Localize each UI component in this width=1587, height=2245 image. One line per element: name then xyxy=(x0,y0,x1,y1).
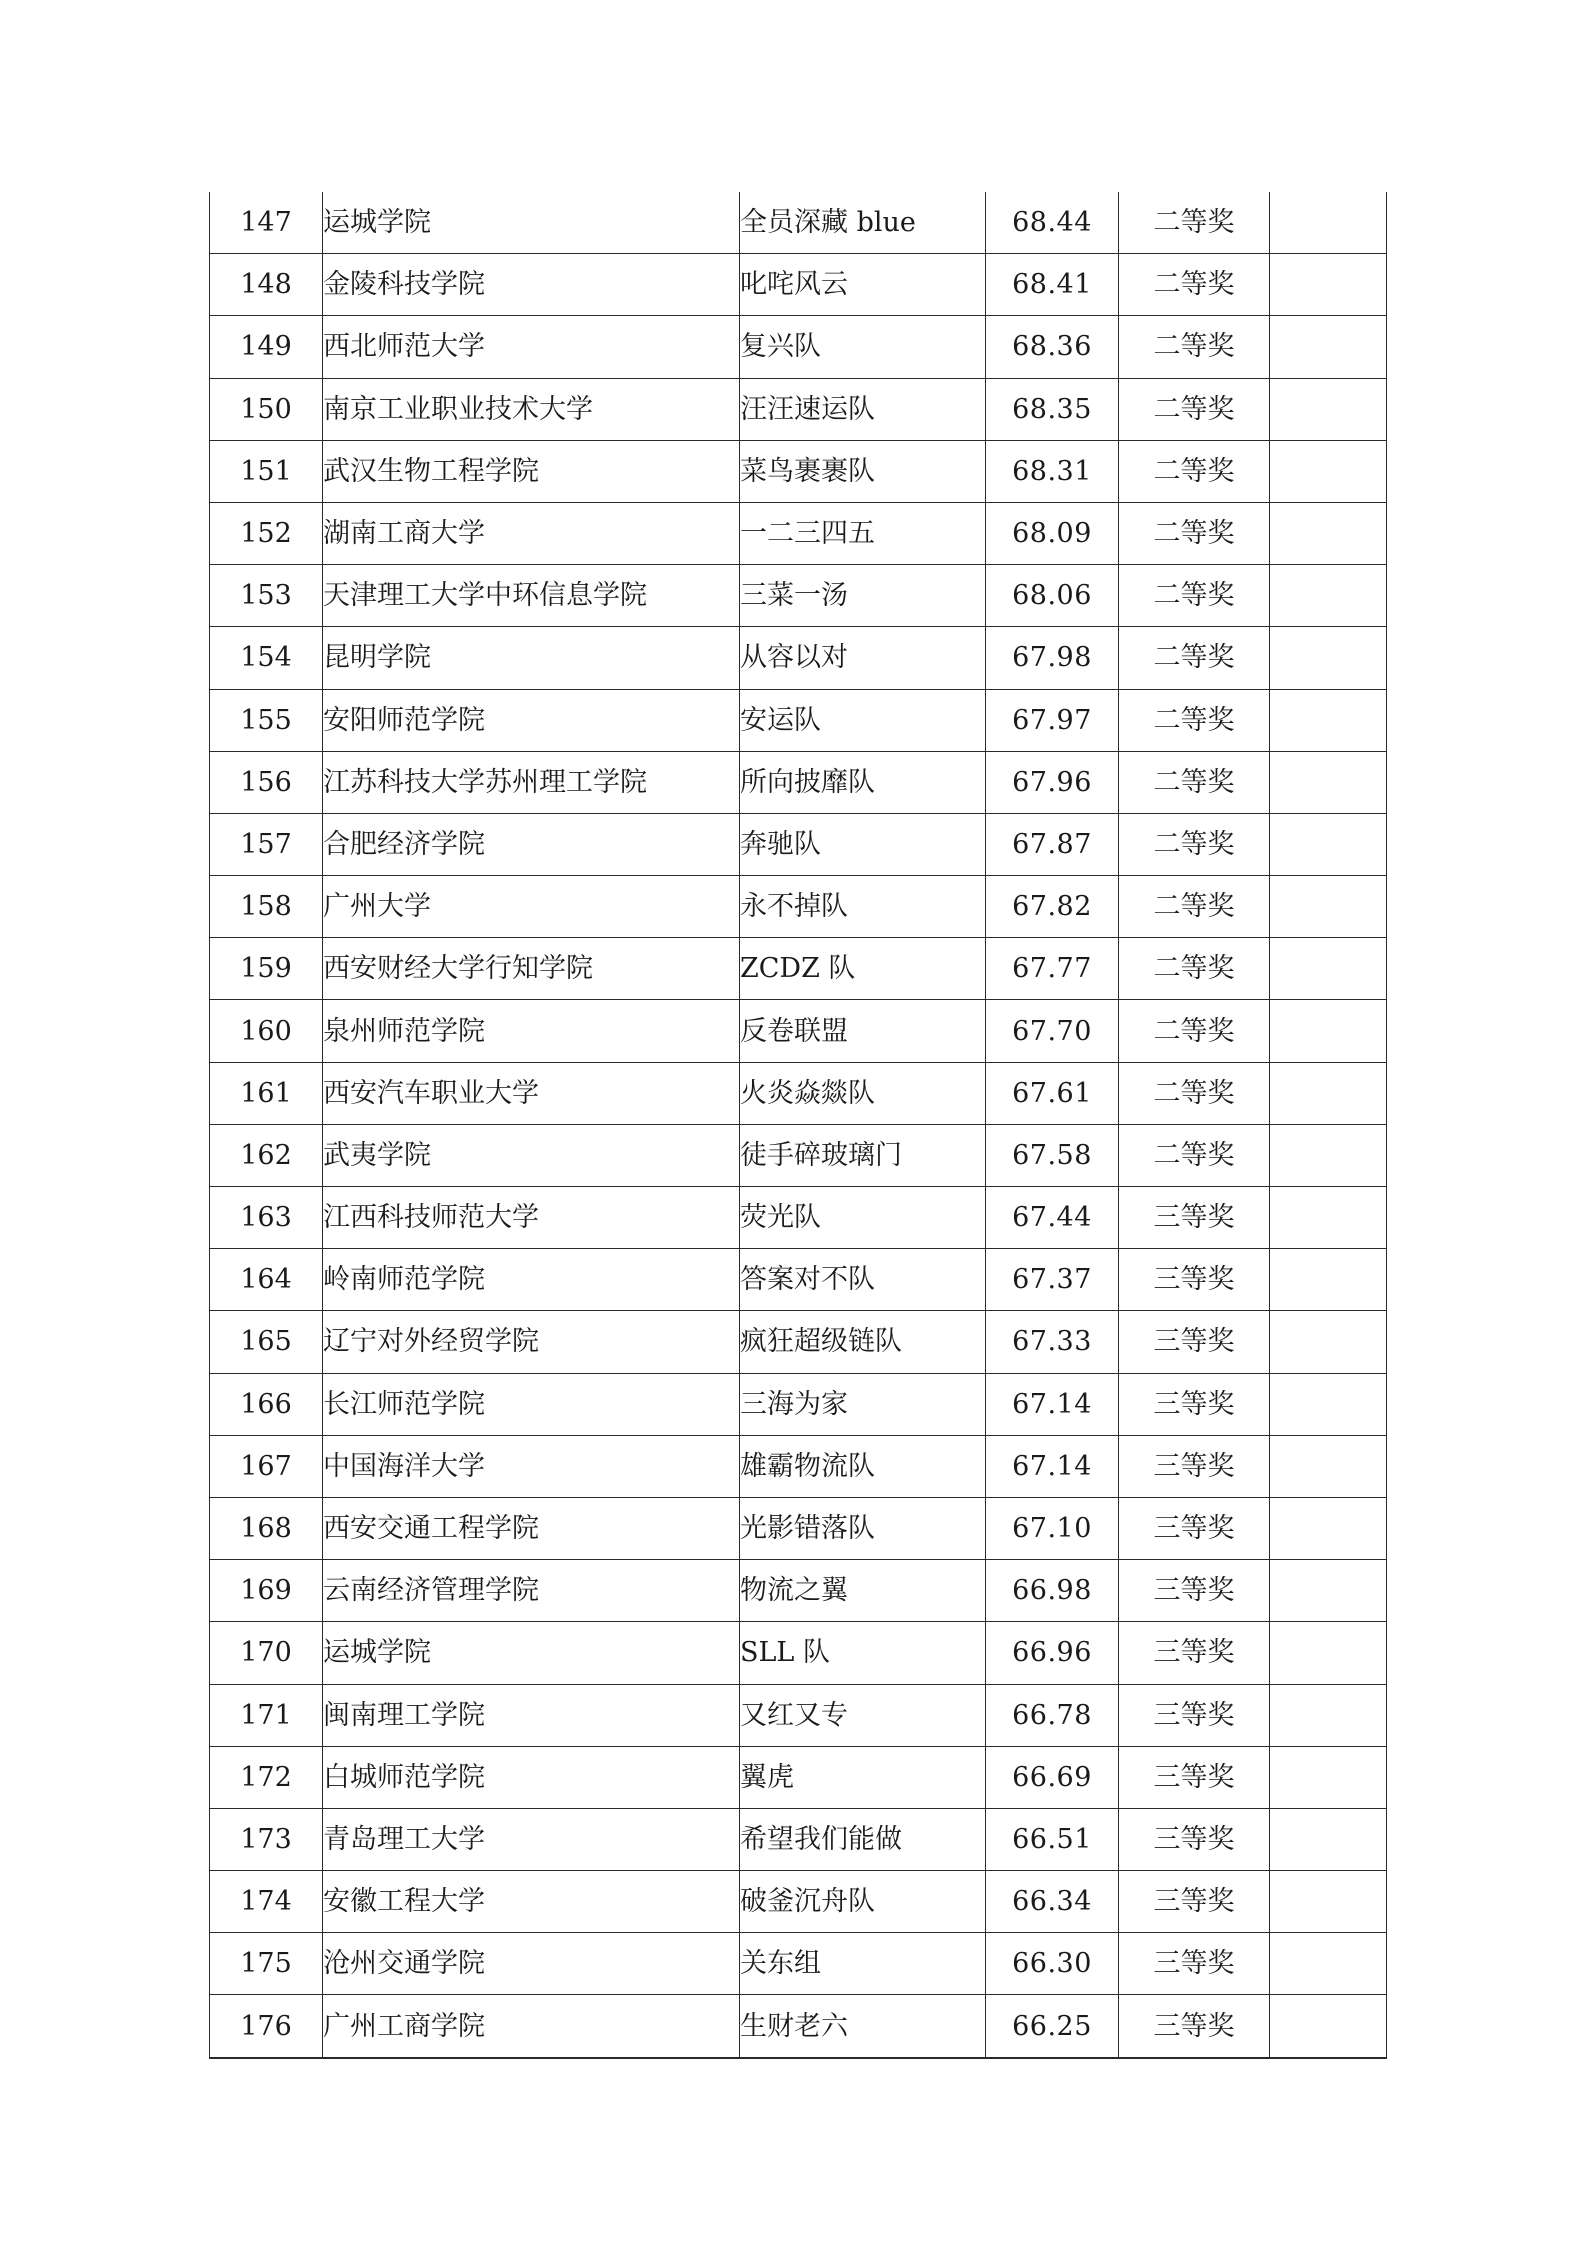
score-cell: 66.25 xyxy=(986,1995,1119,2058)
score-cell: 67.77 xyxy=(986,938,1119,1000)
award-cell: 三等奖 xyxy=(1119,1560,1270,1622)
rank-cell: 170 xyxy=(210,1622,323,1684)
table-row xyxy=(210,1871,1387,1933)
school-cell: 云南经济管理学院 xyxy=(323,1560,740,1622)
note-cell xyxy=(1270,1560,1387,1622)
score-cell: 67.58 xyxy=(986,1124,1119,1186)
team-cell: 答案对不队 xyxy=(740,1249,986,1311)
school-cell: 天津理工大学中环信息学院 xyxy=(323,565,740,627)
score-cell: 66.51 xyxy=(986,1808,1119,1870)
school-cell: 运城学院 xyxy=(323,192,740,254)
award-cell: 二等奖 xyxy=(1119,938,1270,1000)
award-cell: 二等奖 xyxy=(1119,751,1270,813)
rank-cell: 168 xyxy=(210,1497,323,1559)
award-cell: 二等奖 xyxy=(1119,192,1270,254)
team-cell: 三菜一汤 xyxy=(740,565,986,627)
award-cell: 三等奖 xyxy=(1119,1622,1270,1684)
table-row xyxy=(210,1124,1387,1186)
team-cell: 光影错落队 xyxy=(740,1497,986,1559)
rank-cell: 147 xyxy=(210,192,323,254)
table-row xyxy=(210,1311,1387,1373)
award-cell: 三等奖 xyxy=(1119,1435,1270,1497)
table-row xyxy=(210,1995,1387,2058)
score-cell: 67.10 xyxy=(986,1497,1119,1559)
team-cell: 破釜沉舟队 xyxy=(740,1871,986,1933)
rank-cell: 155 xyxy=(210,689,323,751)
team-cell: 火炎焱燚队 xyxy=(740,1062,986,1124)
score-cell: 67.87 xyxy=(986,813,1119,875)
school-cell: 安徽工程大学 xyxy=(323,1871,740,1933)
school-cell: 辽宁对外经贸学院 xyxy=(323,1311,740,1373)
note-cell xyxy=(1270,1124,1387,1186)
rank-cell: 166 xyxy=(210,1373,323,1435)
score-cell: 67.70 xyxy=(986,1000,1119,1062)
note-cell xyxy=(1270,1995,1387,2058)
table-row xyxy=(210,813,1387,875)
team-cell: 菜鸟裹裹队 xyxy=(740,440,986,502)
note-cell xyxy=(1270,502,1387,564)
table-row xyxy=(210,627,1387,689)
note-cell xyxy=(1270,254,1387,316)
award-cell: 三等奖 xyxy=(1119,1684,1270,1746)
school-cell: 湖南工商大学 xyxy=(323,502,740,564)
team-cell: 希望我们能做 xyxy=(740,1808,986,1870)
score-cell: 66.98 xyxy=(986,1560,1119,1622)
team-cell: SLL 队 xyxy=(740,1622,986,1684)
school-cell: 长江师范学院 xyxy=(323,1373,740,1435)
table-row xyxy=(210,502,1387,564)
rank-cell: 163 xyxy=(210,1187,323,1249)
award-cell: 二等奖 xyxy=(1119,627,1270,689)
award-cell: 二等奖 xyxy=(1119,254,1270,316)
team-cell: 徒手碎玻璃门 xyxy=(740,1124,986,1186)
rank-cell: 154 xyxy=(210,627,323,689)
school-cell: 白城师范学院 xyxy=(323,1746,740,1808)
results-table xyxy=(209,192,1387,2059)
score-cell: 68.09 xyxy=(986,502,1119,564)
score-cell: 67.97 xyxy=(986,689,1119,751)
note-cell xyxy=(1270,751,1387,813)
team-cell: 汪汪速运队 xyxy=(740,378,986,440)
team-cell: 翼虎 xyxy=(740,1746,986,1808)
team-cell: 永不掉队 xyxy=(740,876,986,938)
award-cell: 三等奖 xyxy=(1119,1746,1270,1808)
score-cell: 67.96 xyxy=(986,751,1119,813)
note-cell xyxy=(1270,1746,1387,1808)
school-cell: 运城学院 xyxy=(323,1622,740,1684)
rank-cell: 176 xyxy=(210,1995,323,2058)
score-cell: 66.78 xyxy=(986,1684,1119,1746)
table-row xyxy=(210,938,1387,1000)
score-cell: 67.61 xyxy=(986,1062,1119,1124)
table-row xyxy=(210,689,1387,751)
rank-cell: 167 xyxy=(210,1435,323,1497)
rank-cell: 173 xyxy=(210,1808,323,1870)
award-cell: 二等奖 xyxy=(1119,689,1270,751)
rank-cell: 164 xyxy=(210,1249,323,1311)
school-cell: 闽南理工学院 xyxy=(323,1684,740,1746)
team-cell: 疯狂超级链队 xyxy=(740,1311,986,1373)
award-cell: 二等奖 xyxy=(1119,440,1270,502)
award-cell: 三等奖 xyxy=(1119,1187,1270,1249)
rank-cell: 158 xyxy=(210,876,323,938)
school-cell: 江西科技师范大学 xyxy=(323,1187,740,1249)
rank-cell: 150 xyxy=(210,378,323,440)
rank-cell: 156 xyxy=(210,751,323,813)
note-cell xyxy=(1270,192,1387,254)
score-cell: 67.98 xyxy=(986,627,1119,689)
score-cell: 67.14 xyxy=(986,1435,1119,1497)
school-cell: 广州工商学院 xyxy=(323,1995,740,2058)
score-cell: 67.82 xyxy=(986,876,1119,938)
school-cell: 西安财经大学行知学院 xyxy=(323,938,740,1000)
table-row xyxy=(210,751,1387,813)
rank-cell: 152 xyxy=(210,502,323,564)
school-cell: 江苏科技大学苏州理工学院 xyxy=(323,751,740,813)
table-row xyxy=(210,1933,1387,1995)
school-cell: 泉州师范学院 xyxy=(323,1000,740,1062)
table-row xyxy=(210,1684,1387,1746)
team-cell: 一二三四五 xyxy=(740,502,986,564)
rank-cell: 169 xyxy=(210,1560,323,1622)
rank-cell: 159 xyxy=(210,938,323,1000)
award-cell: 二等奖 xyxy=(1119,813,1270,875)
note-cell xyxy=(1270,938,1387,1000)
table-row xyxy=(210,1373,1387,1435)
award-cell: 二等奖 xyxy=(1119,502,1270,564)
team-cell: 叱咤风云 xyxy=(740,254,986,316)
rank-cell: 174 xyxy=(210,1871,323,1933)
table-row xyxy=(210,192,1387,254)
rank-cell: 153 xyxy=(210,565,323,627)
school-cell: 岭南师范学院 xyxy=(323,1249,740,1311)
school-cell: 安阳师范学院 xyxy=(323,689,740,751)
note-cell xyxy=(1270,1808,1387,1870)
score-cell: 67.33 xyxy=(986,1311,1119,1373)
school-cell: 西安交通工程学院 xyxy=(323,1497,740,1559)
award-cell: 三等奖 xyxy=(1119,1871,1270,1933)
school-cell: 武夷学院 xyxy=(323,1124,740,1186)
score-cell: 66.96 xyxy=(986,1622,1119,1684)
school-cell: 西安汽车职业大学 xyxy=(323,1062,740,1124)
note-cell xyxy=(1270,1249,1387,1311)
table-row xyxy=(210,1187,1387,1249)
note-cell xyxy=(1270,1000,1387,1062)
award-cell: 二等奖 xyxy=(1119,1062,1270,1124)
team-cell: 复兴队 xyxy=(740,316,986,378)
team-cell: 三海为家 xyxy=(740,1373,986,1435)
table-row xyxy=(210,1808,1387,1870)
school-cell: 南京工业职业技术大学 xyxy=(323,378,740,440)
note-cell xyxy=(1270,1933,1387,1995)
score-cell: 67.37 xyxy=(986,1249,1119,1311)
note-cell xyxy=(1270,565,1387,627)
score-cell: 66.69 xyxy=(986,1746,1119,1808)
note-cell xyxy=(1270,378,1387,440)
note-cell xyxy=(1270,316,1387,378)
school-cell: 合肥经济学院 xyxy=(323,813,740,875)
school-cell: 金陵科技学院 xyxy=(323,254,740,316)
award-cell: 三等奖 xyxy=(1119,1808,1270,1870)
score-cell: 68.35 xyxy=(986,378,1119,440)
team-cell: ZCDZ 队 xyxy=(740,938,986,1000)
results-table-body xyxy=(210,192,1387,2058)
award-cell: 二等奖 xyxy=(1119,565,1270,627)
note-cell xyxy=(1270,1062,1387,1124)
rank-cell: 162 xyxy=(210,1124,323,1186)
rank-cell: 149 xyxy=(210,316,323,378)
table-row xyxy=(210,1622,1387,1684)
table-row xyxy=(210,1000,1387,1062)
team-cell: 雄霸物流队 xyxy=(740,1435,986,1497)
award-cell: 三等奖 xyxy=(1119,1311,1270,1373)
note-cell xyxy=(1270,1622,1387,1684)
award-cell: 三等奖 xyxy=(1119,1497,1270,1559)
score-cell: 66.30 xyxy=(986,1933,1119,1995)
score-cell: 68.41 xyxy=(986,254,1119,316)
school-cell: 武汉生物工程学院 xyxy=(323,440,740,502)
award-cell: 三等奖 xyxy=(1119,1373,1270,1435)
note-cell xyxy=(1270,876,1387,938)
award-cell: 三等奖 xyxy=(1119,1933,1270,1995)
award-cell: 二等奖 xyxy=(1119,316,1270,378)
note-cell xyxy=(1270,1497,1387,1559)
award-cell: 二等奖 xyxy=(1119,1124,1270,1186)
table-row xyxy=(210,254,1387,316)
school-cell: 广州大学 xyxy=(323,876,740,938)
award-cell: 三等奖 xyxy=(1119,1249,1270,1311)
note-cell xyxy=(1270,627,1387,689)
rank-cell: 157 xyxy=(210,813,323,875)
score-cell: 68.44 xyxy=(986,192,1119,254)
team-cell: 从容以对 xyxy=(740,627,986,689)
rank-cell: 148 xyxy=(210,254,323,316)
table-row xyxy=(210,1435,1387,1497)
table-row xyxy=(210,440,1387,502)
note-cell xyxy=(1270,1311,1387,1373)
rank-cell: 151 xyxy=(210,440,323,502)
team-cell: 反卷联盟 xyxy=(740,1000,986,1062)
team-cell: 生财老六 xyxy=(740,1995,986,2058)
table-row xyxy=(210,1560,1387,1622)
team-cell: 又红又专 xyxy=(740,1684,986,1746)
score-cell: 67.14 xyxy=(986,1373,1119,1435)
table-row xyxy=(210,378,1387,440)
table-row xyxy=(210,1746,1387,1808)
rank-cell: 175 xyxy=(210,1933,323,1995)
team-cell: 安运队 xyxy=(740,689,986,751)
team-cell: 所向披靡队 xyxy=(740,751,986,813)
rank-cell: 161 xyxy=(210,1062,323,1124)
award-cell: 二等奖 xyxy=(1119,1000,1270,1062)
team-cell: 物流之翼 xyxy=(740,1560,986,1622)
team-cell: 奔驰队 xyxy=(740,813,986,875)
team-cell: 荧光队 xyxy=(740,1187,986,1249)
award-cell: 三等奖 xyxy=(1119,1995,1270,2058)
table-row xyxy=(210,565,1387,627)
score-cell: 68.31 xyxy=(986,440,1119,502)
award-cell: 二等奖 xyxy=(1119,876,1270,938)
note-cell xyxy=(1270,1435,1387,1497)
note-cell xyxy=(1270,689,1387,751)
award-cell: 二等奖 xyxy=(1119,378,1270,440)
rank-cell: 160 xyxy=(210,1000,323,1062)
table-row xyxy=(210,1497,1387,1559)
rank-cell: 172 xyxy=(210,1746,323,1808)
school-cell: 中国海洋大学 xyxy=(323,1435,740,1497)
table-row xyxy=(210,316,1387,378)
table-row xyxy=(210,1249,1387,1311)
team-cell: 全员深藏 blue xyxy=(740,192,986,254)
rank-cell: 171 xyxy=(210,1684,323,1746)
note-cell xyxy=(1270,1373,1387,1435)
note-cell xyxy=(1270,1871,1387,1933)
team-cell: 关东组 xyxy=(740,1933,986,1995)
score-cell: 68.36 xyxy=(986,316,1119,378)
note-cell xyxy=(1270,813,1387,875)
school-cell: 西北师范大学 xyxy=(323,316,740,378)
school-cell: 昆明学院 xyxy=(323,627,740,689)
note-cell xyxy=(1270,1684,1387,1746)
school-cell: 青岛理工大学 xyxy=(323,1808,740,1870)
school-cell: 沧州交通学院 xyxy=(323,1933,740,1995)
rank-cell: 165 xyxy=(210,1311,323,1373)
table-row xyxy=(210,1062,1387,1124)
table-row xyxy=(210,876,1387,938)
note-cell xyxy=(1270,1187,1387,1249)
score-cell: 68.06 xyxy=(986,565,1119,627)
score-cell: 67.44 xyxy=(986,1187,1119,1249)
note-cell xyxy=(1270,440,1387,502)
score-cell: 66.34 xyxy=(986,1871,1119,1933)
